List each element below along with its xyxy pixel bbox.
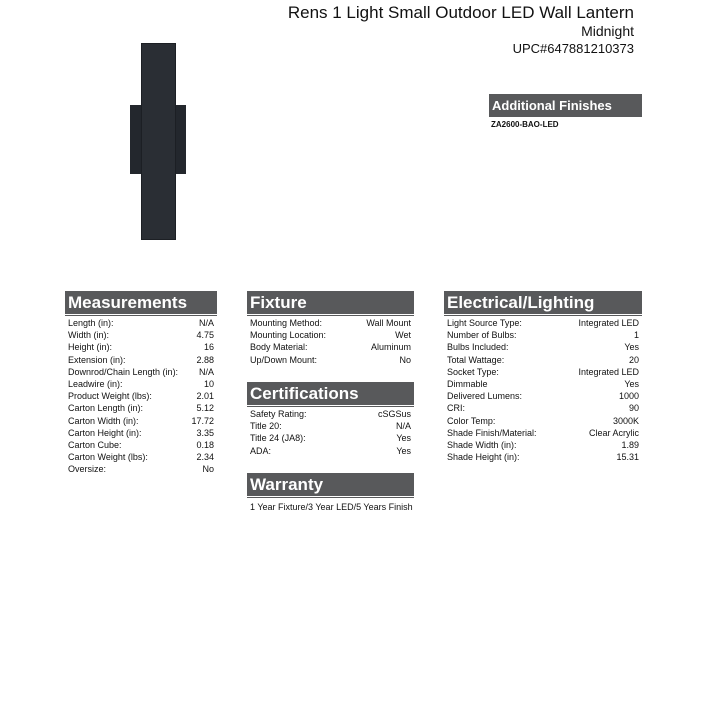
additional-finish-code: ZA2600-BAO-LED — [491, 120, 559, 129]
spec-value: N/A — [198, 366, 214, 377]
spec-row — [444, 378, 642, 390]
product-finish: Midnight — [581, 23, 634, 39]
spec-row — [444, 317, 642, 329]
measurements-heading: Measurements — [65, 291, 217, 314]
spec-row — [65, 415, 217, 427]
spec-row — [444, 341, 642, 353]
spec-label: Color Temp: — [447, 415, 496, 426]
spec-label: Carton Height (in): — [68, 427, 142, 438]
spec-value: 10 — [203, 379, 214, 390]
spec-label: Shade Height (in): — [447, 452, 520, 463]
spec-row — [444, 402, 642, 414]
spec-value: Yes — [396, 445, 411, 456]
spec-value: No — [202, 464, 214, 475]
additional-finishes-heading: Additional Finishes — [489, 94, 642, 117]
spec-value: 15.31 — [616, 452, 639, 463]
spec-label: Mounting Method: — [250, 318, 323, 328]
spec-label: Oversize: — [68, 464, 107, 475]
spec-value: Yes — [624, 342, 639, 353]
section-divider — [247, 406, 414, 407]
spec-value: Yes — [396, 433, 411, 444]
spec-value: 17.72 — [191, 415, 214, 426]
spec-label: Mounting Location: — [250, 330, 327, 341]
measurements-rows — [65, 317, 217, 476]
spec-row — [444, 439, 642, 451]
spec-label: Shade Finish/Material: — [447, 427, 537, 438]
fixture-rows — [247, 317, 414, 366]
spec-label: Light Source Type: — [447, 318, 522, 328]
spec-value: Integrated LED — [578, 366, 639, 377]
spec-label: Carton Width (in): — [68, 415, 139, 426]
spec-row — [65, 402, 217, 414]
spec-value: 2.01 — [196, 391, 214, 402]
spec-label: Height (in): — [68, 342, 113, 353]
product-upc: UPC#647881210373 — [512, 41, 634, 56]
spec-value: 1.89 — [621, 440, 639, 451]
spec-row — [65, 390, 217, 402]
spec-label: Width (in): — [68, 330, 110, 341]
spec-value: 1000 — [618, 391, 639, 402]
spec-value: N/A — [198, 318, 214, 328]
spec-label: Delivered Lumens: — [447, 391, 523, 402]
spec-value: 1 — [633, 330, 639, 341]
spec-value: Clear Acrylic — [588, 427, 639, 438]
warranty-text: 1 Year Fixture/3 Year LED/5 Years Finish — [250, 502, 413, 512]
spec-label: Carton Length (in): — [68, 403, 144, 414]
spec-value: 3.35 — [196, 427, 214, 438]
spec-label: Body Material: — [250, 342, 308, 353]
section-divider — [247, 497, 414, 498]
spec-label: ADA: — [250, 445, 272, 456]
spec-label: Dimmable — [447, 379, 488, 390]
spec-row — [65, 451, 217, 463]
product-image — [130, 44, 186, 239]
spec-value: Wall Mount — [366, 318, 411, 328]
spec-row — [247, 354, 414, 366]
spec-value: Integrated LED — [578, 318, 639, 328]
spec-value: Yes — [624, 379, 639, 390]
spec-label: Carton Weight (lbs): — [68, 452, 148, 463]
spec-value: 90 — [628, 403, 639, 414]
measurements-section — [65, 291, 217, 476]
spec-value: 2.88 — [196, 354, 214, 365]
certifications-rows — [247, 408, 414, 457]
section-divider — [444, 315, 642, 316]
spec-label: Socket Type: — [447, 366, 499, 377]
section-divider — [65, 315, 217, 316]
section-divider — [247, 315, 414, 316]
spec-row — [65, 341, 217, 353]
spec-label: Safety Rating: — [250, 409, 307, 419]
spec-value: No — [399, 354, 411, 365]
warranty-heading: Warranty — [247, 473, 414, 496]
spec-label: Leadwire (in): — [68, 379, 123, 390]
spec-label: Bulbs Included: — [447, 342, 509, 353]
spec-label: Carton Cube: — [68, 440, 122, 451]
spec-value: 5.12 — [196, 403, 214, 414]
fixture-heading: Fixture — [247, 291, 414, 314]
spec-row — [65, 378, 217, 390]
spec-value: 20 — [628, 354, 639, 365]
spec-row — [444, 427, 642, 439]
spec-row — [444, 415, 642, 427]
spec-row — [444, 354, 642, 366]
spec-row — [65, 366, 217, 378]
spec-label: Number of Bulbs: — [447, 330, 517, 341]
spec-row — [444, 329, 642, 341]
electrical-section — [444, 291, 642, 463]
spec-label: Title 20: — [250, 421, 282, 432]
spec-value: 4.75 — [196, 330, 214, 341]
spec-label: Length (in): — [68, 318, 114, 328]
spec-value: Wet — [395, 330, 411, 341]
warranty-section — [247, 473, 414, 512]
spec-label: Title 24 (JA8): — [250, 433, 306, 444]
spec-label: Total Wattage: — [447, 354, 505, 365]
spec-row — [444, 390, 642, 402]
spec-row — [247, 329, 414, 341]
electrical-rows — [444, 317, 642, 463]
spec-label: Product Weight (lbs): — [68, 391, 152, 402]
spec-row — [247, 420, 414, 432]
lantern-body — [142, 44, 175, 239]
spec-row — [65, 329, 217, 341]
spec-label: Up/Down Mount: — [250, 354, 318, 365]
spec-row — [247, 317, 414, 329]
spec-value: 2.34 — [196, 452, 214, 463]
spec-value: N/A — [395, 421, 411, 432]
spec-row — [65, 354, 217, 366]
spec-value: 3000K — [612, 415, 639, 426]
certifications-heading: Certifications — [247, 382, 414, 405]
spec-label: Shade Width (in): — [447, 440, 517, 451]
spec-row — [247, 341, 414, 353]
spec-row — [247, 445, 414, 457]
spec-row — [247, 408, 414, 420]
spec-row — [247, 432, 414, 444]
spec-value: cSGSus — [377, 409, 411, 419]
spec-row — [444, 366, 642, 378]
spec-row — [65, 439, 217, 451]
additional-finishes-section — [489, 94, 642, 129]
spec-value: 16 — [203, 342, 214, 353]
spec-label: CRI: — [447, 403, 465, 414]
spec-row — [65, 317, 217, 329]
spec-label: Downrod/Chain Length (in): — [68, 366, 179, 377]
spec-row — [444, 451, 642, 463]
product-title: Rens 1 Light Small Outdoor LED Wall Lantern — [287, 3, 634, 22]
spec-value: 0.18 — [196, 440, 214, 451]
spec-row — [65, 463, 217, 475]
spec-value: Aluminum — [370, 342, 411, 353]
spec-row — [65, 427, 217, 439]
electrical-heading: Electrical/Lighting — [444, 291, 642, 314]
certifications-section — [247, 382, 414, 457]
spec-label: Extension (in): — [68, 354, 126, 365]
fixture-section — [247, 291, 414, 366]
